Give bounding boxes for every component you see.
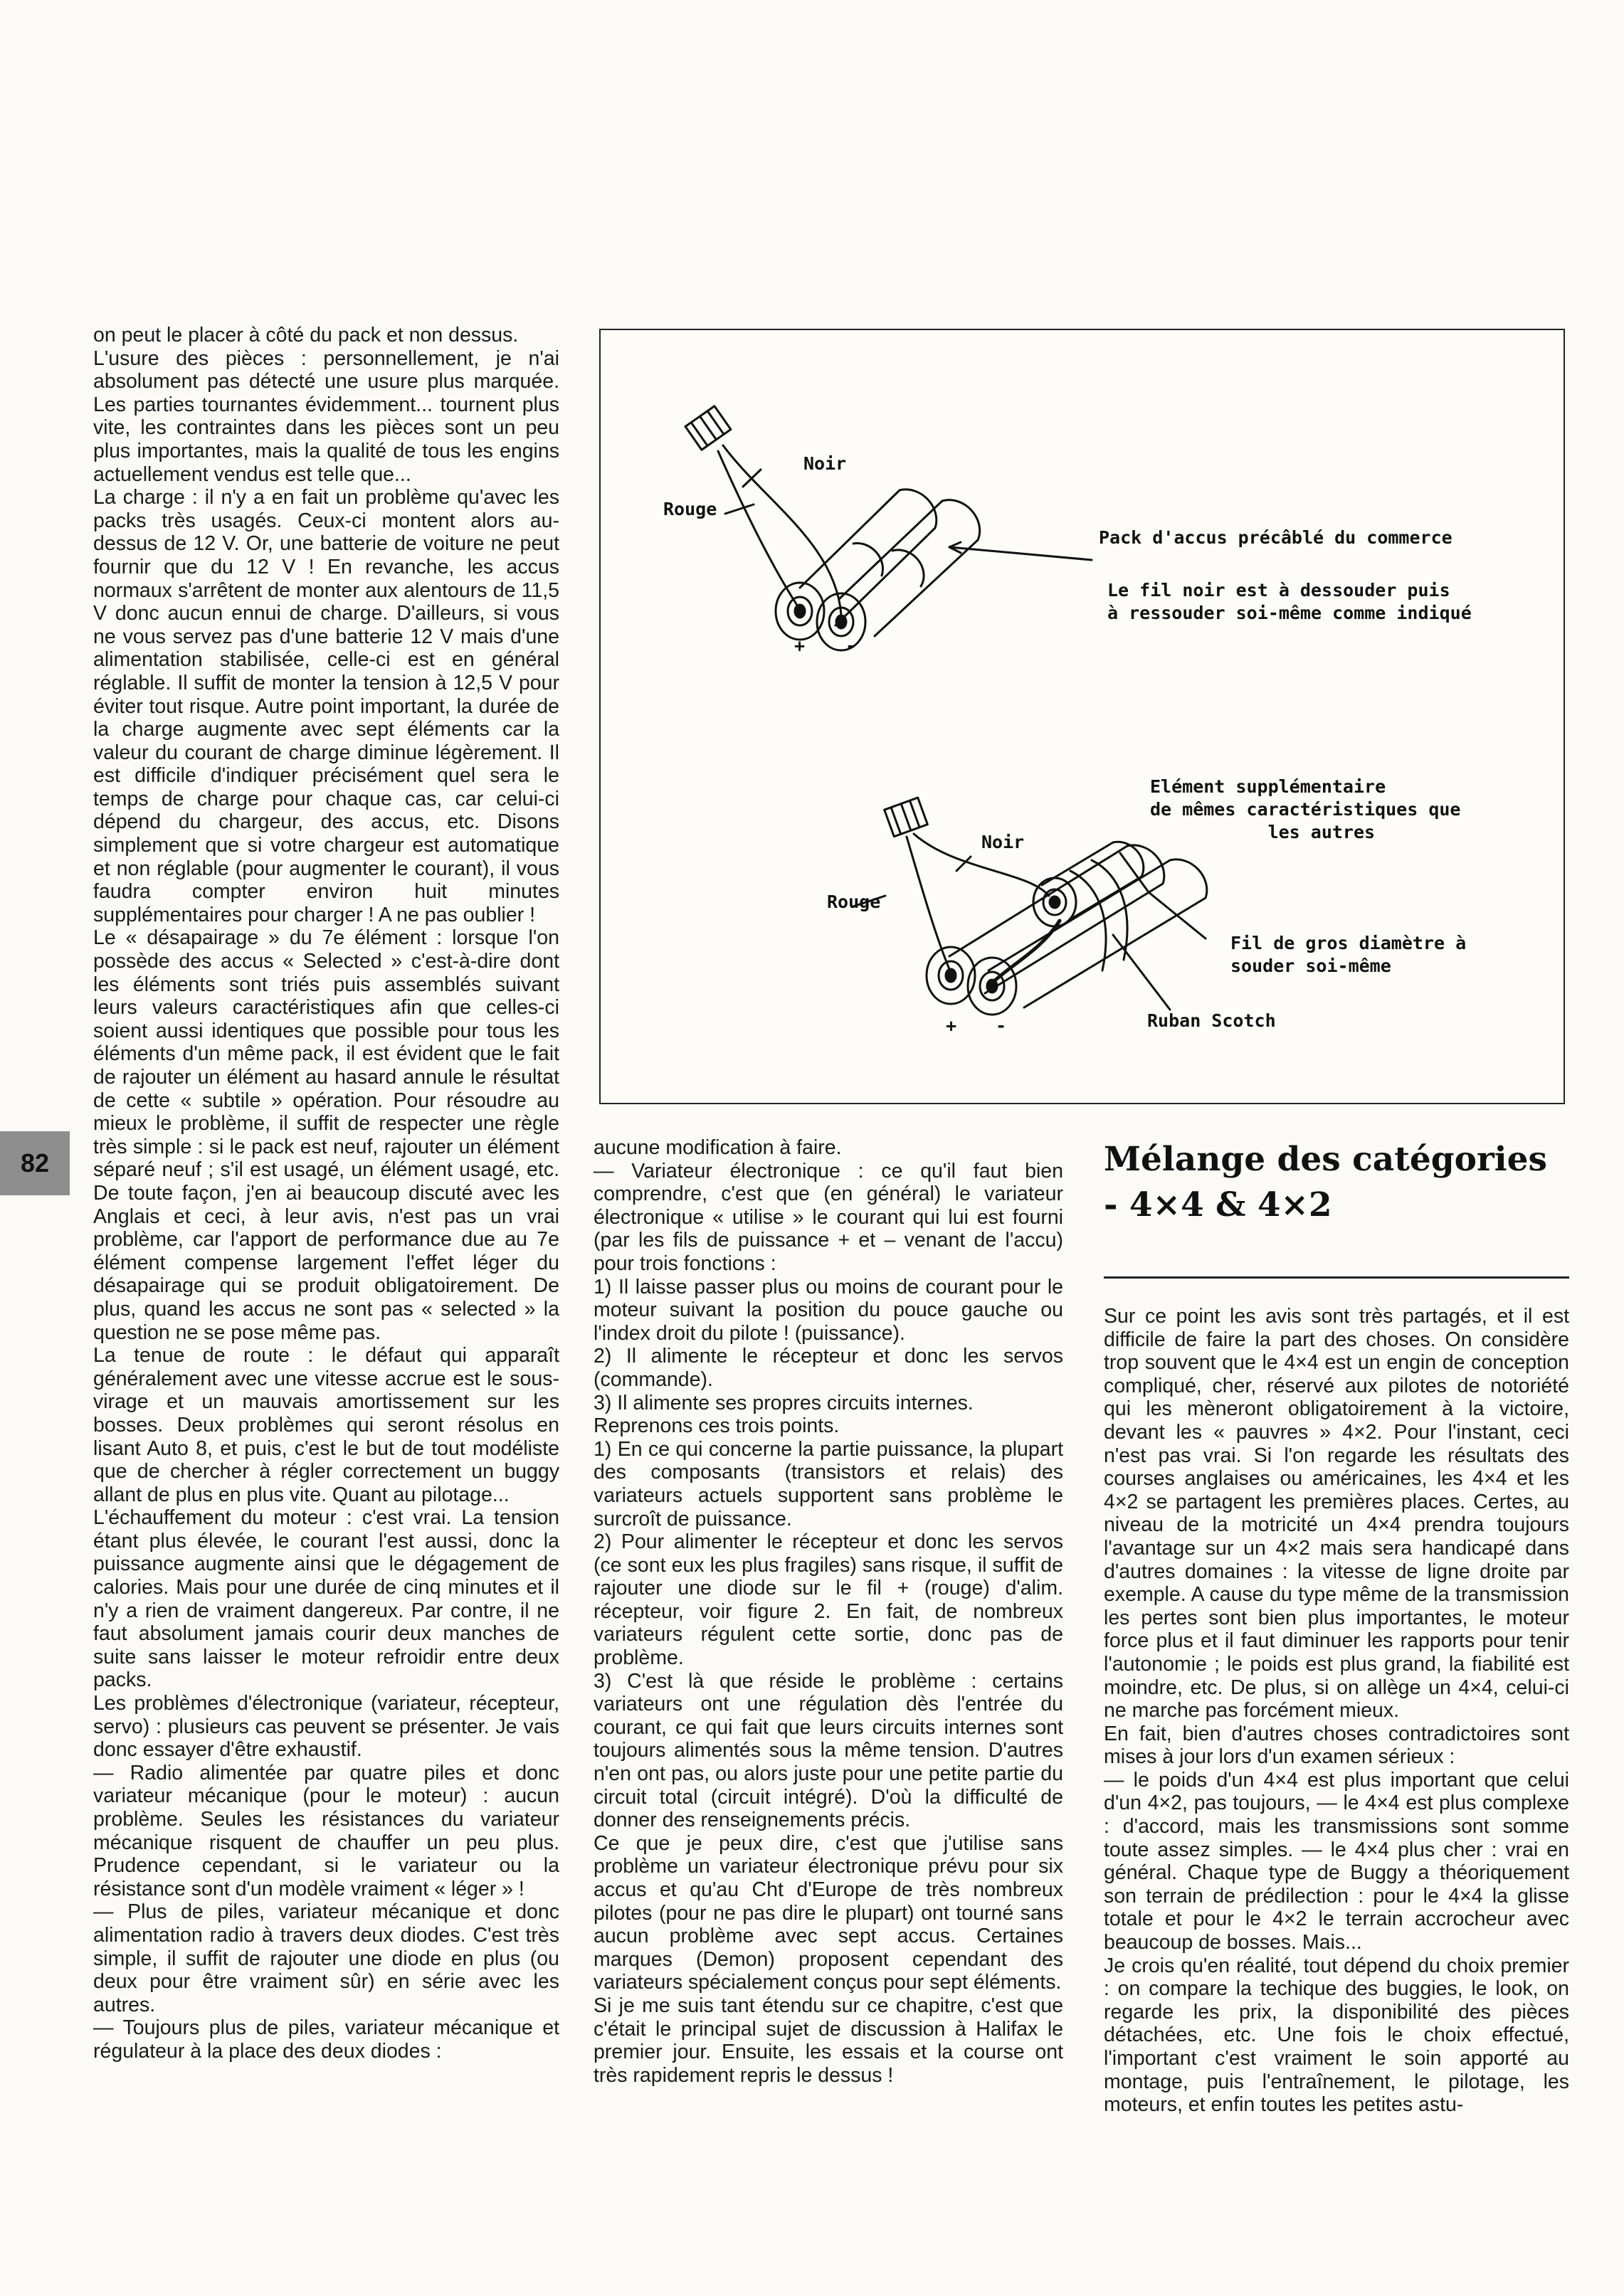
bottom-label-noir: Noir: [981, 832, 1025, 852]
heading-rule: [1104, 1276, 1569, 1279]
battery-drawings: [601, 330, 1566, 1106]
battery-pack-figure: [599, 329, 1565, 1104]
bottom-label-plus: +: [946, 1015, 957, 1036]
top-label-pack: Pack d'accus précâblé du commerce: [1099, 527, 1452, 548]
top-battery-drawing: [685, 406, 1092, 650]
page-number: 82: [20, 1148, 50, 1178]
page-number-tab: [0, 1131, 70, 1195]
top-label-plus: +: [794, 635, 806, 656]
bottom-label-minus: -: [996, 1015, 1007, 1036]
article-column-3: Sur ce point les avis sont très partagés, et il est difficile de faire la part des choses. On considère trop souvent que le 4×4 est un engin de conception compliqué, cher, réservé aux pilotes de notoriété qui les mèneront obligatoirement à la victoire, devant les « pauvres » 4×2. Pour l'instant, ceci n'est pas vrai. Si l'on regarde les résultats des courses anglaises ou américaines, les 4×4 et les 4×2 se partagent les premières places. Certes, au niveau de la motricité un 4×4 prendra toujours l'avantage sur un 4×2 mais sera handicapé dans d'autres domaines : la vitesse de ligne droite par exemple. A cause du type même de la transmission les pertes sont bien plus importantes, le moteur force plus et il faut diminuer les rapports pour tenir l'autonomie ; le poids est plus grand, la fiabilité est moindre, etc. De plus, si on allège un 4×4, celui-ci ne marche pas forcément mieux. En fait, bien d'autres choses contradictoires sont mises à jour lors d'un examen sérieux : — le poids d'un 4×4 est plus important que celui d'un 4×2, pas toujours, — le 4×4 est plus complexe : d'accord, mais les transmissions sont somme toute assez simples. — le 4×4 plus cher : vrai en général. Chaque type de Buggy a théoriquement son terrain de prédilection : pour le 4×4 la glisse totale et pour le 4×2 le terrain accrocheur avec beaucoup de bosses. Mais... Je crois qu'en réalité, tout dépend du choix premier : on compare la techique des buggies, le look, on regarde les prix, la disponibilité des pièces détachées, etc. Une fois le choix effectué, l'important c'est vraiment le soin apporté au montage, puis l'entraînement, le pilotage, les moteurs, et enfin toutes les petites astu-: [1104, 1305, 1569, 2117]
top-label-noir: Noir: [803, 453, 847, 474]
article-column-2: aucune modification à faire. — Variateur électronique : ce qu'il faut bien comprendre, c'est que (en général) le variateur électronique « utilise » le courant qui lui est fourni (par les fils de puissance + et – venant de l'accu) pour trois fonctions : 1) Il laisse passer plus ou moins de courant pour le moteur suivant la position du pouce gauche ou l'index droit du pilote ! (puissance). 2) Il alimente le récepteur et donc les servos (commande). 3) Il alimente ses propres circuits internes. Reprenons ces trois points. 1) En ce qui concerne la partie puissance, la plupart des composants (transistors et relais) des variateurs actuels supportent sans problème le surcroît de puissance. 2) Pour alimenter le récepteur et donc les servos (ce sont eux les plus fragiles) sans risque, il suffit de rajouter une diode sur le fil + (rouge) d'alim. récepteur, voir figure 2. En fait, de nombreux variateurs régulent cette sortie, donc pas de problème. 3) C'est là que réside le problème : certains variateurs ont une régulation dès l'entrée du courant, ce qui fait que leurs circuits internes sont toujours alimentés sous la même tension. D'autres n'en ont pas, ou alors juste pour une petite partie du circuit total (circuit intégré). D'où la difficulté de donner des renseignements précis. Ce que je peux dire, c'est que j'utilise sans problème un variateur électronique prévu pour six accus et qu'au Cht d'Europe de très nombreux pilotes (pour ne pas dire le plupart) ont tourné sans aucun problème avec sept accus. Certaines marques (Demon) proposent cependant des variateurs spécialement conçus pour sept éléments. Si je me suis tant étendu sur ce chapitre, c'est que c'était le principal sujet de discussion à Halifax le premier jour. Ensuite, les essais et la course ont très rapidement repris le dessus !: [594, 1136, 1063, 2087]
bottom-label-element: Elément supplémentaire de mêmes caractéristiques que les autres: [1150, 776, 1461, 842]
bottom-label-fil: Fil de gros diamètre à souder soi-même: [1230, 933, 1467, 976]
article-column-1: on peut le placer à côté du pack et non dessus. L'usure des pièces : personnellement, je n'ai absolument pas détecté une usure plus marquée. Les parties tournantes évidemment... tournent plus vite, les contraintes dans les pièces sont un peu plus importantes, mais la qualité de tous les engins actuellement vendus est telle que... La charge : il n'y a en fait un problème qu'avec les packs très usagés. Ceux-ci montent alors au-dessus de 12 V. Or, une batterie de voiture ne peut fournir que du 12 V ! En revanche, les accus normaux s'arrêtent de monter aux alentours de 11,5 V donc aucun ennui de charge. D'ailleurs, si vous ne vous servez pas d'une batterie 12 V mais d'une alimentation stabilisée, celle-ci est en général réglable. Il suffit de monter la tension à 12,5 V pour éviter tout risque. Autre point important, la durée de la charge augmente avec sept éléments car la valeur du courant de charge diminue légèrement. Il est difficile d'indiquer précisément quel sera le temps de charge pour chaque cas, car celui-ci dépend du chargeur, des accus, etc. Disons simplement que si votre chargeur est automatique et non réglable (pour augmenter le courant), il vous faudra compter environ huit minutes supplémentaires pour charger ! A ne pas oublier ! Le « désapairage » du 7e élément : lorsque l'on possède des accus « Selected » c'est-à-dire dont les éléments sont triés puis assemblés suivant leurs valeurs caractéristiques afin que celles-ci soient aussi identiques que possible pour tous les éléments d'un même pack, il est évident que le fait de rajouter un élément au hasard annule le résultat de cette « subtile » opération. Pour résoudre au mieux le problème, il suffit de respecter une règle très simple : si le pack est neuf, rajouter un élément séparé neuf ; s'il est usagé, un élément usagé, etc. De toute façon, j'en ai beaucoup discuté avec les Anglais et ceci, à leur avis, n'est pas un vrai problème, car l'apport de performance due au 7e élément compense largement l'effet léger du désapairage qui se produit obligatoirement. De plus, quand les accus ne sont pas « selected » la question ne se pose même pas. La tenue de route : le défaut qui apparaît généralement avec une vitesse accrue est le sous-virage et un mauvais amortissement sur les bosses. Deux problèmes qui seront résolus en lisant Auto 8, et puis, c'est le but de tout modéliste que de chercher à régler correctement un buggy allant de plus en plus vite. Quant au pilotage... L'échauffement du moteur : c'est vrai. La tension étant plus élevée, le courant l'est aussi, donc la puissance augmente ainsi que le dégagement de calories. Mais pour une durée de cinq minutes et il n'y a rien de vraiment dangereux. Par contre, il ne faut absolument jamais courir deux manches de suite sans laisser le moteur refroidir entre deux packs. Les problèmes d'électronique (variateur, récepteur, servo) : plusieurs cas peuvent se présenter. Je vais donc essayer d'être exhaustif. — Radio alimentée par quatre piles et donc variateur mécanique (pour le moteur) : aucun problème. Seules les résistances du variateur mécanique risquent de chauffer un peu plus. Prudence cependant, si le variateur ou la résistance sont d'un modèle vraiment « léger » ! — Plus de piles, variateur mécanique et donc alimentation radio à travers deux diodes. C'est très simple, il suffit de rajouter une diode en plus (ou deux pour être vraiment sûr) en série avec les autres. — Toujours plus de piles, variateur mécanique et régulateur à la place des deux diodes :: [93, 324, 559, 2063]
top-label-minus: -: [845, 635, 857, 656]
section-heading: Mélange des catégories - 4×4 & 4×2: [1104, 1140, 1548, 1224]
bottom-label-ruban: Ruban Scotch: [1147, 1010, 1276, 1031]
top-label-rouge: Rouge: [663, 499, 717, 519]
bottom-label-rouge: Rouge: [827, 892, 881, 912]
top-label-note: Le fil noir est à dessouder puis à ressouder soi-même comme indiqué: [1107, 580, 1472, 623]
